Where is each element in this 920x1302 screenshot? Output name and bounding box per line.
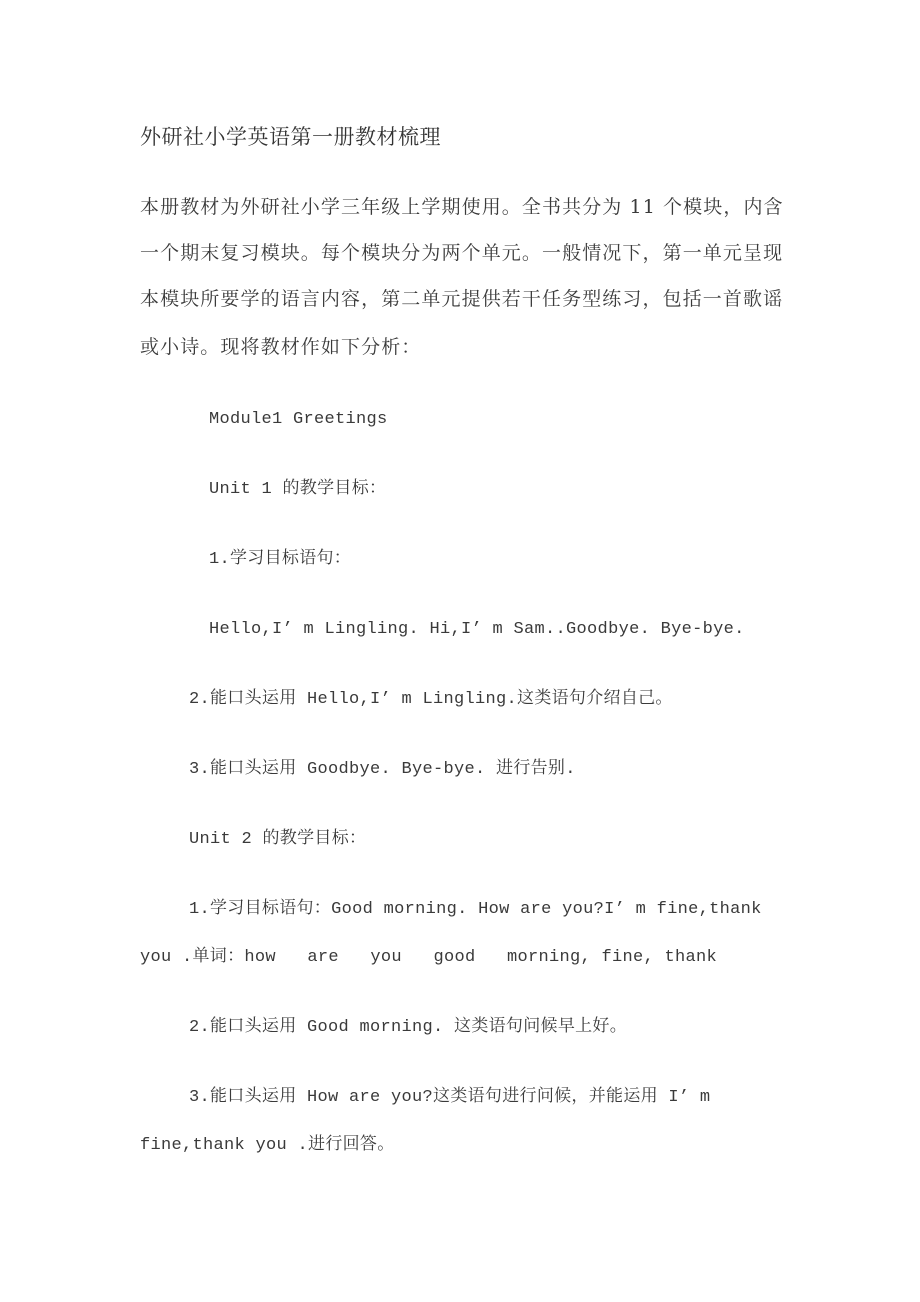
unit1-heading: Unit 1 的教学目标： [209, 480, 387, 499]
unit2-heading: Unit 2 的教学目标： [189, 830, 367, 849]
unit2-item3-line2: fine,thank you .进行回答。 [140, 1136, 395, 1155]
intro-line-3: 本模块所要学的语言内容，第二单元提供若干任务型练习，包括一首歌谣 [140, 288, 784, 310]
intro-line-1: 本册教材为外研社小学三年级上学期使用。全书共分为 11 个模块，内含 [140, 196, 784, 218]
unit2-item2: 2.能口头运用 Good morning. 这类语句问候早上好。 [189, 1018, 628, 1037]
module-heading: Module1 Greetings [209, 410, 388, 429]
unit1-item1-sentences: Hello,I’ m Lingling. Hi,I’ m Sam..Goodbye. Bye-bye. [209, 620, 745, 639]
intro-line-2: 一个期末复习模块。每个模块分为两个单元。一般情况下，第一单元呈现 [140, 242, 784, 264]
unit1-item3: 3.能口头运用 Goodbye. Bye-bye. 进行告别. [189, 760, 576, 779]
unit1-item2: 2.能口头运用 Hello,I’ m Lingling.这类语句介绍自己。 [189, 690, 673, 709]
document-title: 外研社小学英语第一册教材梳理 [140, 125, 441, 149]
intro-line-4: 或小诗。现将教材作如下分析： [140, 336, 422, 358]
unit2-item3-line1: 3.能口头运用 How are you?这类语句进行问候，并能运用 I’ m [189, 1088, 711, 1107]
unit1-item1-label: 1.学习目标语句： [209, 550, 352, 569]
unit2-item1-line2: you .单词：how are you good morning, fine, thank [140, 948, 717, 967]
unit2-item1-line1: 1.学习目标语句：Good morning. How are you?I’ m fine,thank [189, 900, 762, 919]
